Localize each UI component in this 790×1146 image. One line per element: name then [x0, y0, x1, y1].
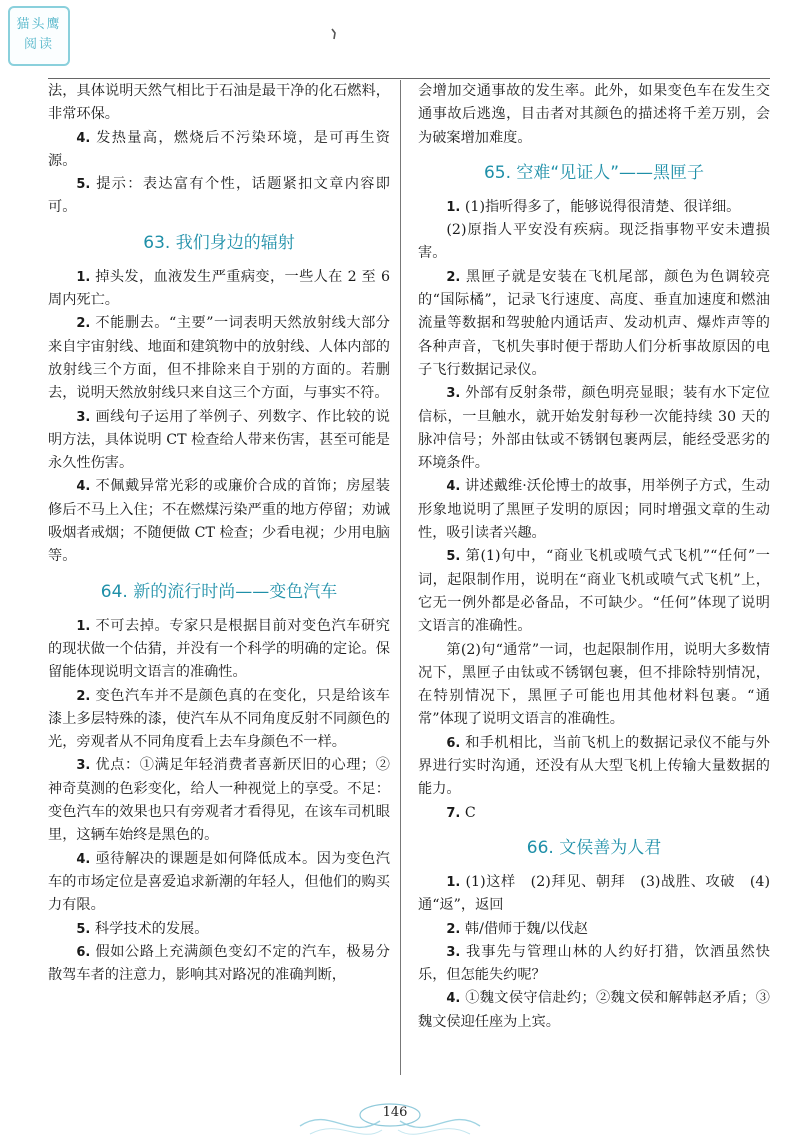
logo-line-2: 阅读 — [23, 37, 54, 52]
answer-text: 提示：表达富有个性，话题紧扣文章内容即可。 — [48, 176, 390, 216]
answer-subitem: 第(2)句“通常”一词，也起限制作用，说明大多数情况下，黑匣子由钛或不锈钢包裹，但不排除特别情况，在特别情况下，黑匣子可能也用其他材料包裹。“通常”体现了说明文语言的准确性。 — [418, 641, 770, 728]
answer-number: 2. — [446, 921, 461, 937]
page-number: 146 — [382, 1105, 408, 1120]
answer-text: 不佩戴异常光彩的或廉价合成的首饰；房屋装修后不马上入住；不在燃煤污染严重的地方停留；劝诫吸烟者戒烟；不随便做 CT 检查；少看电视；少用电脑等。 — [48, 478, 390, 565]
answer-item — [418, 802, 770, 825]
ink-mark-icon — [330, 28, 338, 40]
answer-text: 黑匣子就是安装在飞机尾部，颜色为色调较亮的“国际橘”，记录飞行速度、高度、垂直加速度和燃油流量等数据和驾驶舱内通话声、发动机声、爆炸声等的各种声音，飞机失事时便于帮助人们分析事故原因的电子飞行数据记录仪。 — [418, 268, 770, 378]
answer-item — [418, 475, 770, 545]
answer-item — [418, 918, 770, 941]
answer-number: 2. — [446, 269, 461, 285]
answer-subitem: (2)原指人平安没有疾病。现泛指事物平安未遭损害。 — [418, 222, 770, 262]
answer-item — [418, 545, 770, 638]
answer-item — [48, 406, 390, 476]
answer-number: 3. — [446, 386, 461, 402]
answer-number: 5. — [76, 921, 91, 937]
answer-text: 优点：①满足年轻消费者喜新厌旧的心理；②神奇莫测的色彩变化，给人一种视觉上的享受。不足：变色汽车的效果也只有旁观者才看得见，在该车司机眼里，这辆车始终是黑色的。 — [48, 757, 390, 844]
answer-item — [48, 475, 390, 568]
section-title-64: 64. 新的流行时尚——变色汽车 — [100, 581, 338, 602]
answer-item — [418, 196, 770, 219]
answer-text: 讲述戴维·沃伦博士的故事，用举例子方式，生动形象地说明了黑匣子发明的原因；同时增强文章的生动性，吸引读者兴趣。 — [418, 478, 771, 542]
answer-number: 6. — [446, 735, 461, 751]
answer-number: 4. — [76, 479, 91, 495]
answer-item — [48, 754, 390, 847]
answer-number: 4. — [446, 479, 461, 495]
answer-item — [48, 848, 390, 918]
answer-text: 发热量高，燃烧后不污染环境，是可再生资源。 — [48, 129, 390, 169]
answer-item — [418, 987, 770, 1034]
answer-number: 7. — [446, 805, 461, 821]
publisher-logo — [8, 6, 70, 66]
right-column — [418, 80, 770, 1034]
left-column — [48, 80, 390, 987]
answer-item — [48, 266, 390, 313]
answer-number: 3. — [76, 409, 91, 425]
column-divider — [400, 80, 401, 1075]
answer-number: 5. — [76, 177, 91, 193]
answer-number: 3. — [76, 758, 91, 774]
answer-text: 我事先与管理山林的人约好打猎，饮酒虽然快乐，但怎能失约呢？ — [418, 943, 770, 984]
answer-text: 韩/借师于魏/以伐赵 — [464, 920, 588, 937]
answer-number: 4. — [76, 851, 91, 867]
paragraph-continued: 会增加交通事故的发生率。此外，如果变色车在发生交通事故后逃逸，目击者对其颜色的描述将千差万别，会为破案增加难度。 — [418, 83, 770, 146]
answer-number: 2. — [76, 316, 91, 332]
answer-number: 3. — [446, 944, 461, 960]
answer-text: (1)指听得多了，能够说得很清楚、很详细。 — [464, 198, 741, 215]
answer-number: 1. — [446, 199, 461, 215]
answer-text: 假如公路上充满颜色变幻不定的汽车，极易分散驾车者的注意力，影响其对路况的准确判断， — [48, 943, 390, 984]
answer-item — [418, 266, 770, 382]
answer-item — [48, 685, 390, 755]
answer-item — [48, 173, 390, 220]
answer-number: 1. — [76, 269, 91, 285]
answer-item — [48, 918, 390, 941]
answer-text: 变色汽车并不是颜色真的在变化，只是给该车漆上多层特殊的漆，使汽车从不同角度反射不同颜色的光，旁观者从不同角度看上去车身颜色不一样。 — [48, 687, 390, 751]
answer-item — [418, 382, 770, 475]
answer-text: 画线句子运用了举例子、列数字、作比较的说明方法，具体说明 CT 检查给人带来伤害，甚至可能是永久性伤害。 — [48, 408, 390, 472]
section-title-63: 63. 我们身边的辐射 — [143, 232, 295, 253]
answer-text: 亟待解决的课题是如何降低成本。因为变色汽车的市场定位是喜爱追求新潮的年轻人，但他们的购买力有限。 — [48, 850, 390, 914]
answer-text: 和手机相比，当前飞机上的数据记录仪不能与外界进行实时沟通，还没有从大型飞机上传输大量数据的能力。 — [418, 734, 770, 798]
top-rule — [48, 78, 770, 79]
answer-number: 4. — [76, 130, 91, 146]
answer-item — [48, 127, 390, 174]
answer-text: 第(1)句中，“商业飞机或喷气式飞机”“任何”一词，起限制作用，说明在“商业飞机或喷气式飞机”上，它无一例外都是必备品，不可缺少。“任何”体现了说明文语言的准确性。 — [418, 548, 770, 635]
answer-text: 外部有反射条带，颜色明亮显眼；装有水下定位信标，一旦触水，就开始发射每秒一次能持续 30 天的脉冲信号；外部由钛或不锈钢包裹两层，能经受恶劣的环境条件。 — [418, 385, 770, 472]
paragraph-continued: 法，具体说明天然气相比于石油是最干净的化石燃料，非常环保。 — [48, 83, 390, 123]
answer-item — [418, 871, 770, 918]
answer-number: 1. — [446, 874, 461, 890]
answer-text: ①魏文侯守信赴约；②魏文侯和解韩赵矛盾；③魏文侯迎任座为上宾。 — [418, 990, 770, 1030]
answer-number: 1. — [76, 618, 91, 634]
answer-number: 2. — [76, 688, 91, 704]
answer-text: 掉头发，血液发生严重病变，一些人在 2 至 6 周内死亡。 — [48, 268, 390, 309]
answer-text: 科学技术的发展。 — [94, 920, 209, 937]
answer-item — [418, 941, 770, 988]
logo-line-1: 猫头鹰 — [16, 17, 62, 32]
answer-text: 不能删去。“主要”一词表明天然放射线大部分来自宇宙射线、地面和建筑物中的放射线、人体内部的放射线三个方面，但不排除来自于别的方面的。若删去，说明天然放射线只来自这三个方面，与事实不符。 — [48, 315, 390, 402]
answer-number: 6. — [76, 944, 91, 960]
section-title-65: 65. 空难“见证人”——黑匣子 — [483, 162, 705, 183]
answer-number: 4. — [446, 991, 461, 1007]
section-title-66: 66. 文侯善为人君 — [526, 837, 662, 858]
answer-number: 5. — [446, 549, 461, 565]
answer-item — [48, 312, 390, 405]
answer-text: C — [464, 804, 476, 821]
answer-text: 不可去掉。专家只是根据目前对变色汽车研究的现状做一个估猜，并没有一个科学的明确的定论。保留能体现说明文语言的准确性。 — [48, 617, 390, 681]
footer-ornament-icon — [290, 1096, 490, 1146]
answer-item — [418, 732, 770, 802]
answer-item — [48, 941, 390, 988]
answer-text: (1)这样 (2)拜见、朝拜 (3)战胜、攻破 (4)通“返”，返回 — [418, 873, 770, 914]
answer-item — [48, 615, 390, 685]
